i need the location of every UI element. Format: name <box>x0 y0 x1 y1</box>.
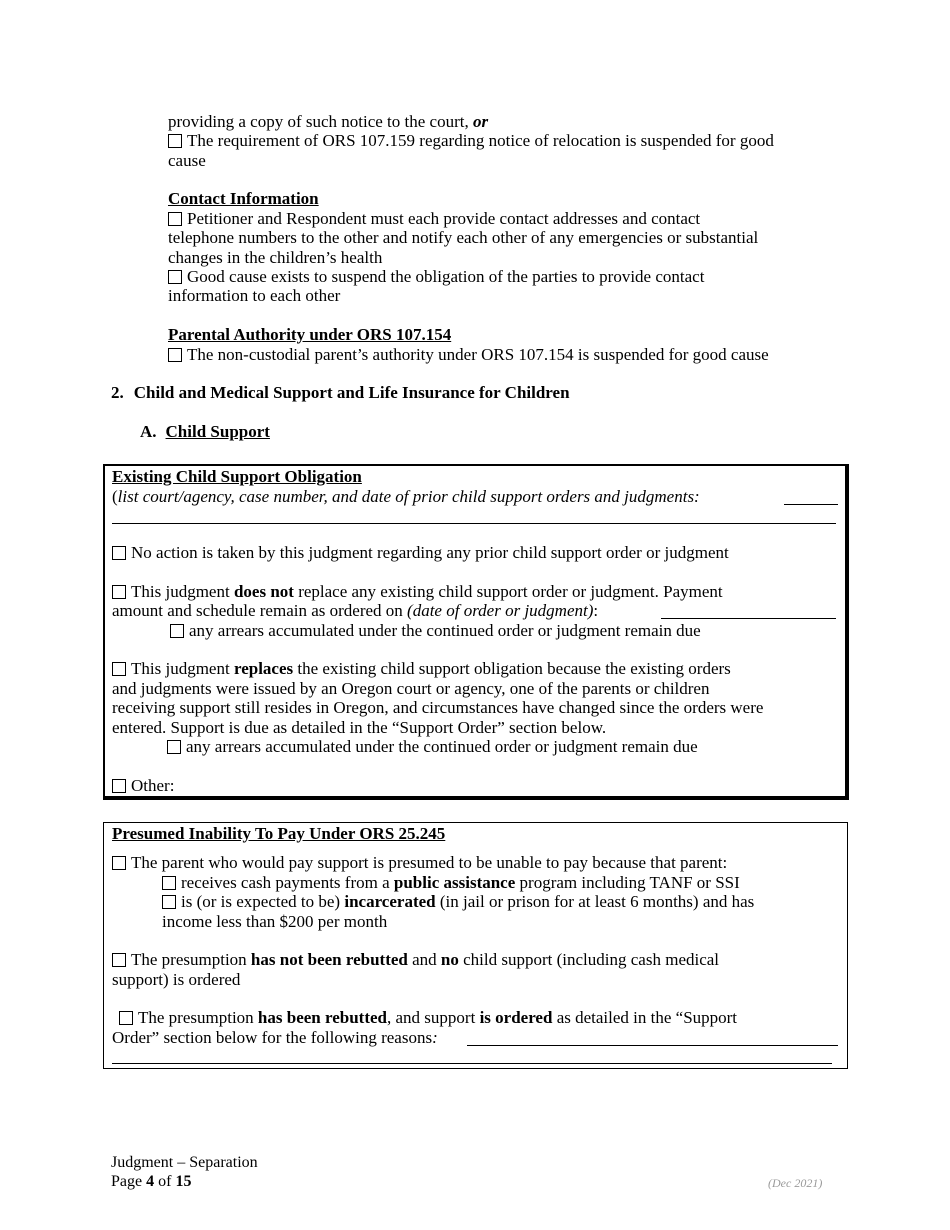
option-does-not-replace[interactable]: This judgment does not replace any existing child support order or judgment. Payment <box>112 582 723 602</box>
or-emphasis: or <box>472 112 489 131</box>
option-public-assistance[interactable]: receives cash payments from a public assistance program including TANF or SSI <box>162 873 740 893</box>
checkbox[interactable] <box>112 546 126 560</box>
checkbox[interactable] <box>168 348 182 362</box>
checkbox[interactable] <box>119 1011 133 1025</box>
text-incarcerated-cont: income less than $200 per month <box>162 912 388 931</box>
date-of-order-field[interactable] <box>661 618 836 619</box>
text-relocation-cont: cause <box>168 151 206 170</box>
footer-form-title: Judgment – Separation <box>111 1154 258 1171</box>
heading-existing-obligation: Existing Child Support Obligation <box>112 467 362 486</box>
subsection-a-heading: A. Child Support <box>140 422 270 441</box>
checkbox[interactable] <box>170 624 184 638</box>
checkbox[interactable] <box>112 779 126 793</box>
text-contact-cont: information to each other <box>168 286 341 305</box>
heading-presumed-inability: Presumed Inability To Pay Under ORS 25.245 <box>112 824 446 843</box>
checkbox[interactable] <box>162 895 176 909</box>
checkbox[interactable] <box>168 270 182 284</box>
option-no-action[interactable]: No action is taken by this judgment regarding any prior child support order or judgment <box>112 543 729 563</box>
option-arrears-remain-due-2[interactable]: any arrears accumulated under the continued order or judgment remain due <box>167 737 698 757</box>
option-replaces[interactable]: This judgment replaces the existing child support obligation because the existing orders <box>112 659 731 679</box>
heading-parental-authority: Parental Authority under ORS 107.154 <box>168 325 452 344</box>
text-replaces-cont: and judgments were issued by an Oregon court or agency, one of the parents or children <box>112 679 710 698</box>
checkbox[interactable] <box>112 953 126 967</box>
option-incarcerated[interactable]: is (or is expected to be) incarcerated (in jail or prison for at least 6 months) and has <box>162 892 754 912</box>
checkbox[interactable] <box>112 662 126 676</box>
prior-orders-field[interactable] <box>784 504 838 505</box>
checkbox[interactable] <box>167 740 181 754</box>
option-not-rebutted[interactable]: The presumption has not been rebutted and no child support (including cash medical <box>112 950 719 970</box>
prior-orders-field-line2[interactable] <box>112 523 836 524</box>
option-parental-suspended[interactable]: The non-custodial parent’s authority under ORS 107.154 is suspended for good cause <box>168 345 769 365</box>
option-arrears-remain-due[interactable]: any arrears accumulated under the continued order or judgment remain due <box>170 621 701 641</box>
option-presumed-unable[interactable]: The parent who would pay support is presumed to be unable to pay because that parent: <box>112 853 727 873</box>
checkbox[interactable] <box>168 134 182 148</box>
reasons-field-line2[interactable] <box>112 1063 832 1064</box>
section-2-heading: 2. Child and Medical Support and Life Insurance for Children <box>111 383 570 402</box>
checkbox[interactable] <box>162 876 176 890</box>
text-does-not-replace-cont: amount and schedule remain as ordered on (date of order or judgment): <box>112 601 599 620</box>
checkbox[interactable] <box>112 585 126 599</box>
option-contact-provide[interactable]: Petitioner and Respondent must each provide contact addresses and contact <box>168 209 700 229</box>
heading-contact-information: Contact Information <box>168 189 319 208</box>
text-not-rebutted-cont: support) is ordered <box>112 970 241 989</box>
reasons-field[interactable] <box>467 1045 838 1046</box>
option-contact-suspend[interactable]: Good cause exists to suspend the obligation of the parties to provide contact <box>168 267 704 287</box>
checkbox[interactable] <box>168 212 182 226</box>
option-rebutted[interactable]: The presumption has been rebutted, and support is ordered as detailed in the “Support <box>119 1008 737 1028</box>
option-other[interactable]: Other: <box>112 776 174 796</box>
checkbox[interactable] <box>112 856 126 870</box>
existing-instructions: (list court/agency, case number, and date of prior child support orders and judgments: <box>112 487 700 506</box>
text-contact-cont: telephone numbers to the other and notify each other of any emergencies or substantial <box>168 228 759 247</box>
option-relocation-suspended[interactable]: The requirement of ORS 107.159 regarding notice of relocation is suspended for good <box>168 131 774 151</box>
text-replaces-cont: entered. Support is due as detailed in the “Support Order” section below. <box>112 718 607 737</box>
footer-page-number: Page 4 of 15 <box>111 1173 192 1190</box>
text-rebutted-cont: Order” section below for the following reasons: <box>112 1028 438 1047</box>
footer-revision-date: (Dec 2021) <box>768 1176 823 1190</box>
text-replaces-cont: receiving support still resides in Oregon, and circumstances have changed since the orders were <box>112 698 764 717</box>
text-notice-continuation: providing a copy of such notice to the court, or <box>168 112 489 131</box>
text-contact-cont: changes in the children’s health <box>168 248 383 267</box>
